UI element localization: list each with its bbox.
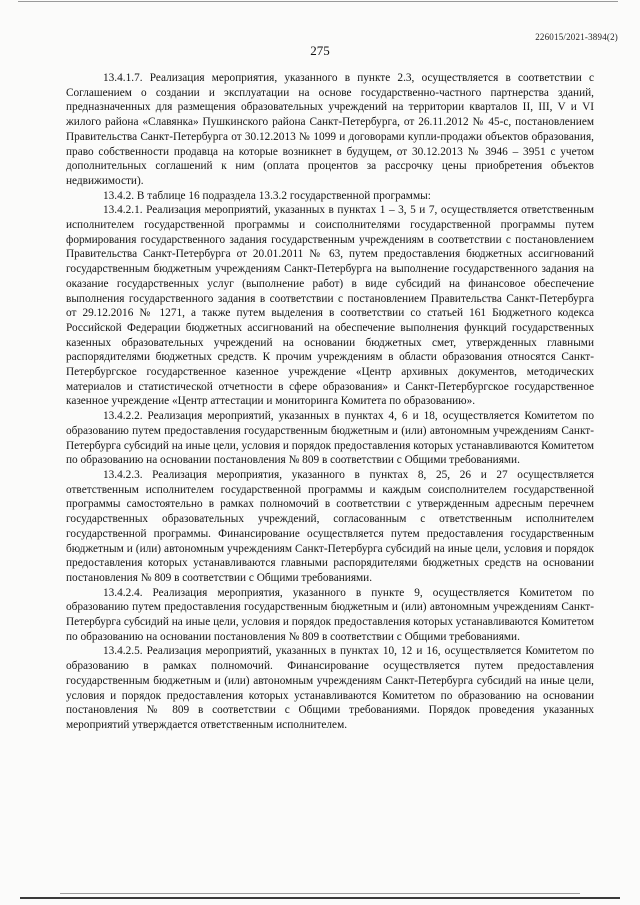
bottom-scan-rule [20, 897, 620, 899]
paragraph-13-4-2-2: 13.4.2.2. Реализация мероприятий, указанных в пунктах 4, 6 и 18, осуществляется Комитетом по образованию путем предоставления государственным бюджетным и (или) автономным учреждениям Санкт-Петербурга субсидий на иные цели, условия и порядок предоставления которых устанавливаются Комитетом по образованию на основании постановления № 809 в соответствии с Общими требованиями. [66, 410, 595, 467]
paragraph-13-4-2-1: 13.4.2.1. Реализация мероприятий, указанных в пунктах 1 – 3, 5 и 7, осуществляется ответственным исполнителем государственной программы и соисполнителями государственной программы путем формирования государственного задания государственным учреждениям в соответствии с постановлением Правительства Санкт-Петербурга от 20.01.2011 № 63, путем предоставления бюджетных ассигнований государственным бюджетным учреждениям Санкт-Петербурга на выполнение государственного задания на оказание государственных услуг (выполнение работ) в виде субсидий на финансовое обеспечение выполнения государственного задания в соответствии с постановлением Правительства Санкт-Петербурга от 29.12.2016 № 1271, а также путем выделения в соответствии со статьей 161 Бюджетного кодекса Российской Федерации бюджетных ассигнований на обеспечение выполнения функций государственных казенных образовательных учреждений на основании бюджетных смет, утвержденных главными распорядителями бюджетных средств. К прочим учреждениям в области образования относятся Санкт-Петербургское государственное казенное учреждение «Центр архивных документов, методических материалов и статистической отчетности в сфере образования» и Санкт-Петербургское государственное казенное учреждение «Центр аттестации и мониторинга Комитета по образованию». [66, 204, 594, 408]
document-registration-number: 226015/2021-3894(2) [535, 32, 618, 42]
paragraph-13-4-2-4: 13.4.2.4. Реализация мероприятия, указанного в пункте 9, осуществляется Комитетом по образованию путем предоставления государственным бюджетным и (или) автономным учреждениям Санкт-Петербурга субсидий на иные цели, условия и порядок предоставления которых устанавливаются Комитетом по образованию на основании постановления № 809 в соответствии с Общими требованиями. [66, 586, 595, 643]
page-number: 275 [310, 43, 330, 58]
paragraph-13-4-2-5: 13.4.2.5. Реализация мероприятий, указанных в пунктах 10, 12 и 16, осуществляется Комитетом по образованию в рамках полномочий. Финансирование осуществляется путем предоставления государственным бюджетным и (или) автономным учреждениям Санкт-Петербурга субсидий на иные цели, условия и порядок предоставления которых устанавливаются Комитетом по образованию на основании постановления № 809 в соответствии с Общими требованиями. Порядок проведения указанных мероприятий утверждается ответственным исполнителем. [66, 645, 594, 731]
top-scan-rule [18, 1, 618, 2]
paragraph-13-4-2: 13.4.2. В таблице 16 подраздела 13.3.2 государственной программы: [103, 189, 431, 202]
bottom-scan-rule-thin [60, 893, 580, 894]
document-body [66, 71, 594, 733]
paragraph-13-4-2-3: 13.4.2.3. Реализация мероприятия, указанного в пунктах 8, 25, 26 и 27 осуществляется ответственным исполнителем государственной программы и каждым соисполнителем государственной программы самостоятельно в рамках полномочий в соответствии с утвержденным адресным перечнем государственных образовательных учреждений, согласованным с ответственным исполнителем государственной программы. Финансирование осуществляется путем предоставления государственным бюджетным и (или) автономным учреждениям Санкт-Петербурга субсидий на иные цели, условия и порядок предоставления которых устанавливаются главными распорядителями бюджетных средств на основании постановления № 809 в соответствии с Общими требованиями. [66, 468, 594, 584]
paragraph-13-4-1-7: 13.4.1.7. Реализация мероприятия, указанного в пункте 2.3, осуществляется в соответствии с Соглашением о создании и эксплуатации на основе государственно-частного партнерства зданий, предназначенных для размещения образовательных учреждений на территории кварталов II, III, V и VI жилого района «Славянка» Пушкинского района Санкт-Петербурга, от 26.11.2012 № 45-с, постановлением Правительства Санкт-Петербурга от 30.12.2013 № 1099 и договорами купли-продажи объектов образования, право собственности продавца на которые возникнет в будущем, от 30.12.2013 № 3946 – 3951 с учетом дополнительных соглашений к ним (оплата процентов за рассрочку цены приобретения объектов недвижимости). [66, 72, 594, 187]
